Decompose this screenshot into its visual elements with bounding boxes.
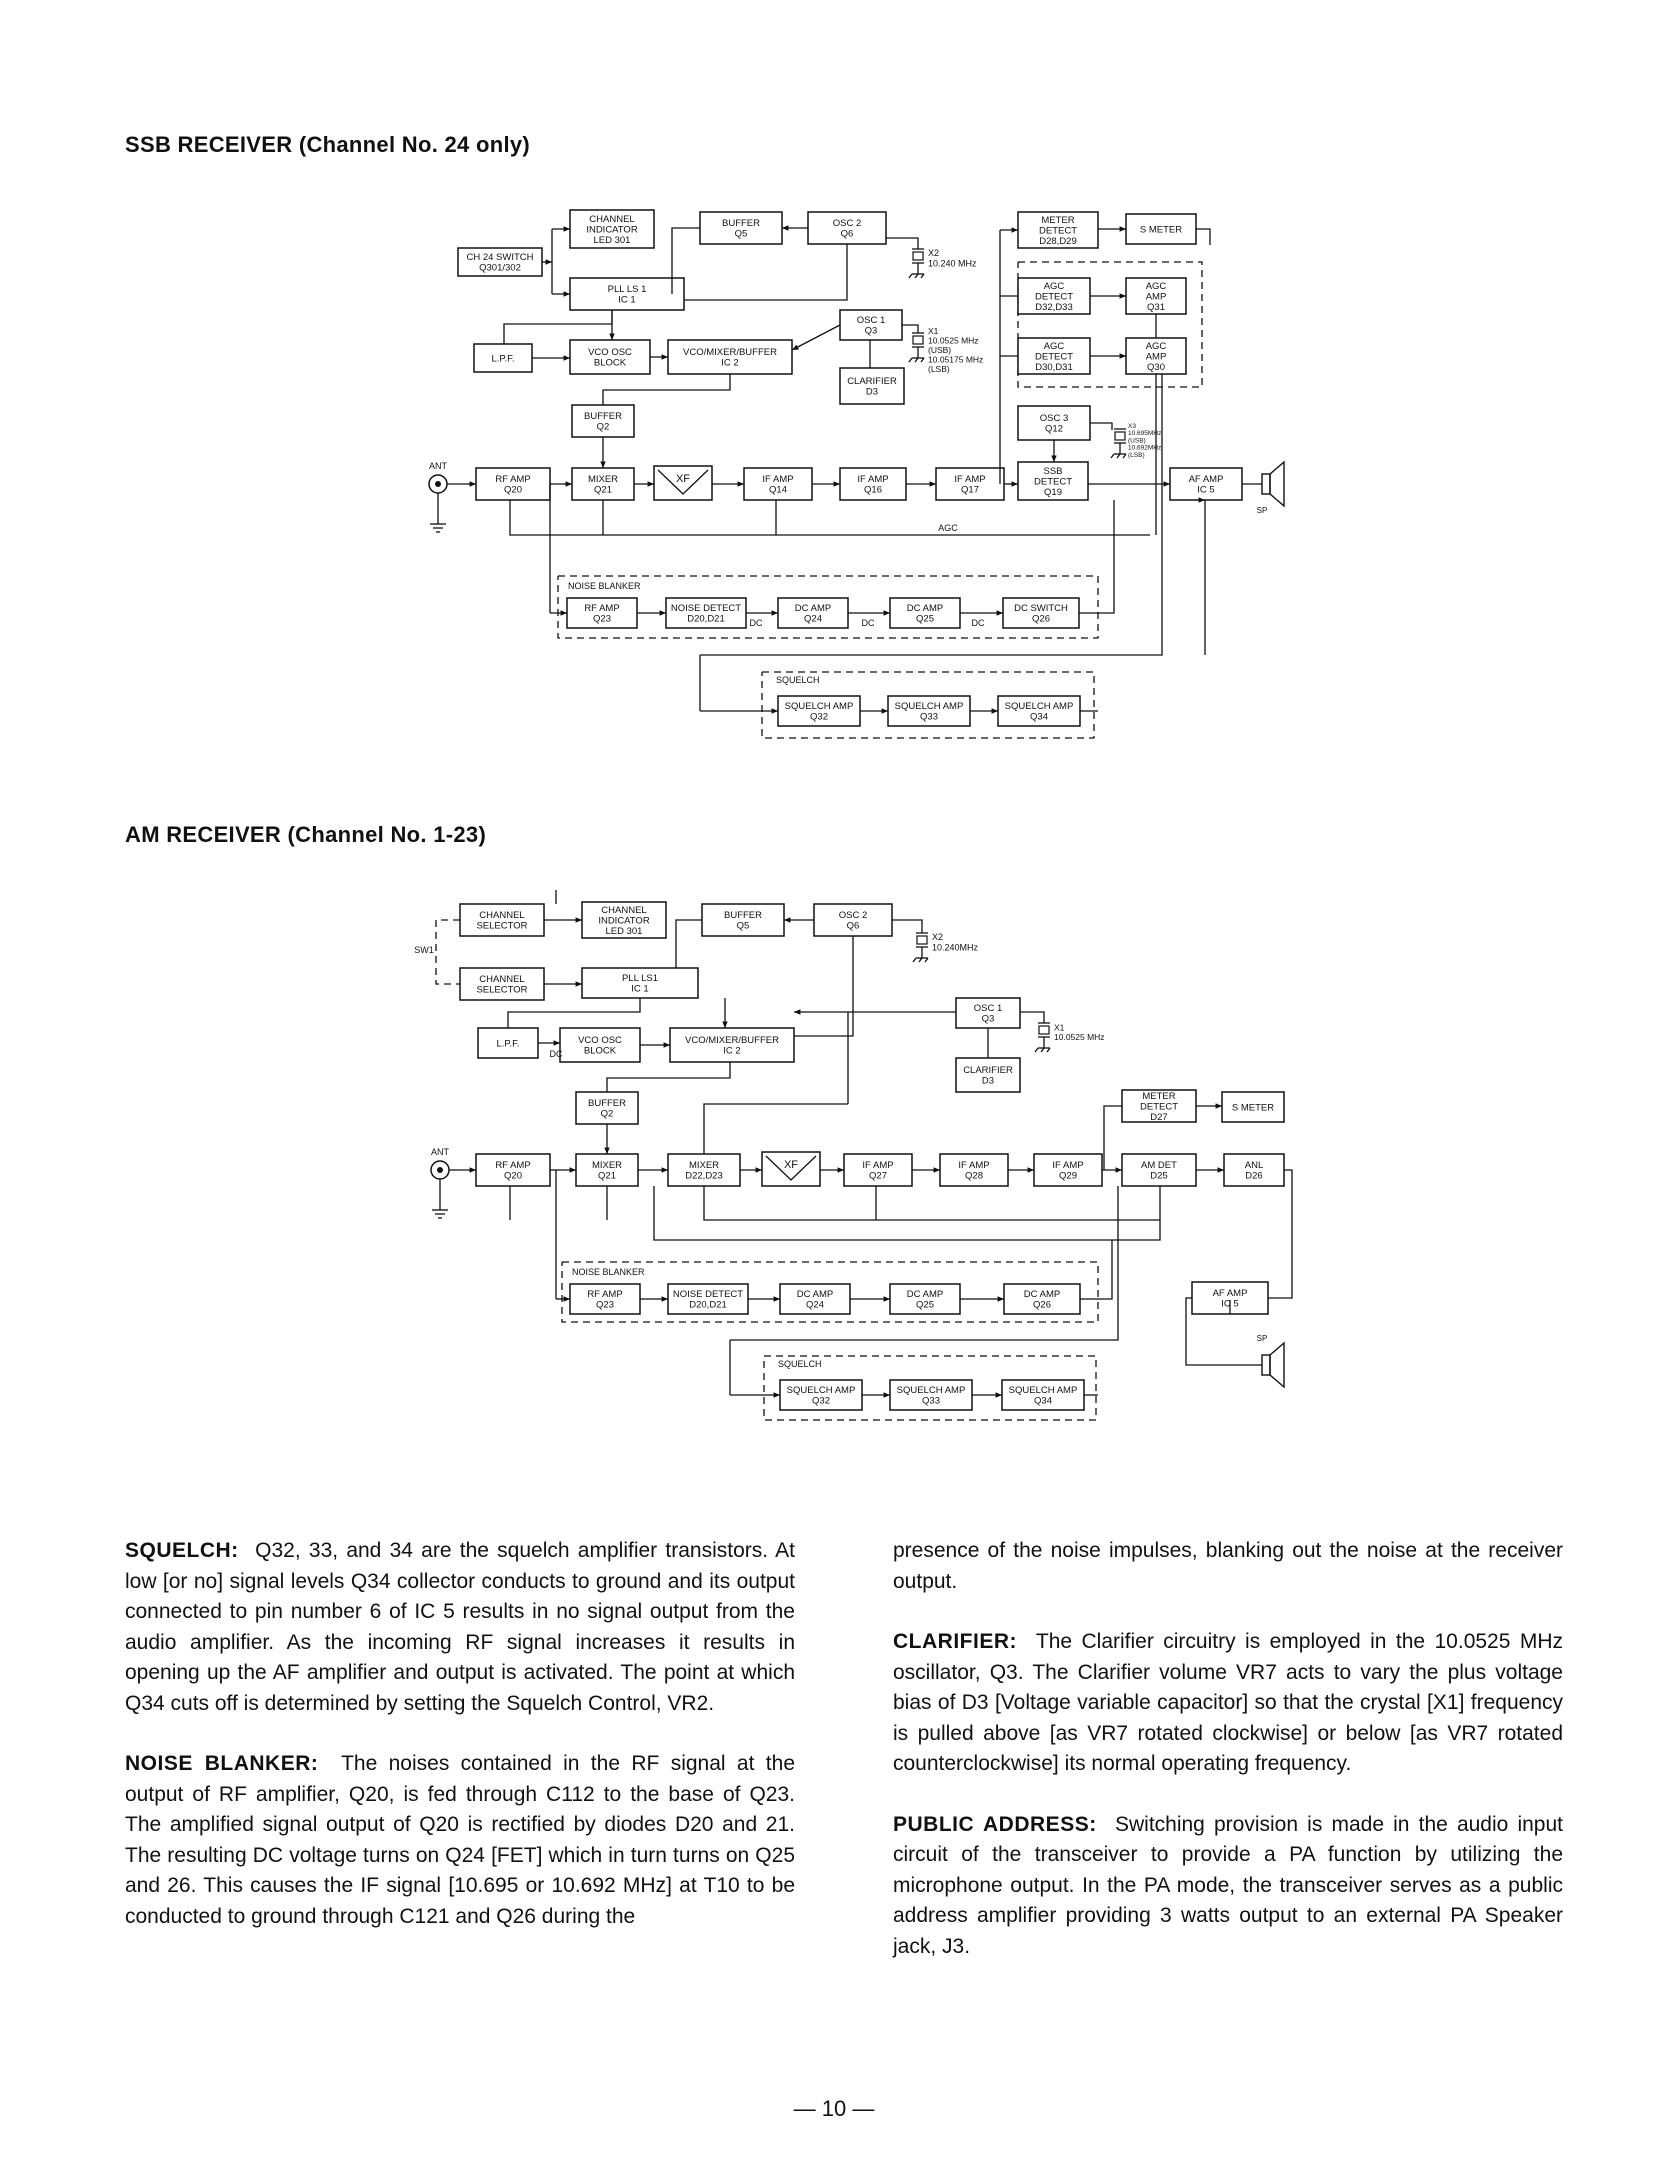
clarifier-heading: CLARIFIER: (893, 1630, 1017, 1653)
ssb-text-nbtitle-line-1: NOISE BLANKER (568, 581, 641, 592)
ssb-label-vcomix-line-2: IC 2 (721, 357, 739, 369)
am-label-nbdc24-line-1: DC AMP (796, 1289, 834, 1301)
ssb-text-dc2-line-1: DC (861, 618, 875, 629)
am-label-chind-line-1: CHANNEL (601, 904, 647, 916)
ssb-label-pll-line-1: PLL LS 1 (607, 284, 647, 296)
ssb-label-if16-line-1: IF AMP (857, 474, 889, 486)
am-label-osc2-line-2: Q6 (846, 920, 860, 932)
am-text-dc1-line-1: DC (549, 1049, 563, 1060)
am-text-sw1-line-1: SW1 (414, 945, 434, 956)
am-text-x1-line-1: X1 (1054, 1022, 1065, 1033)
ssb-label-sq33-line-1: SQUELCH AMP (894, 701, 964, 713)
ssb-label-nbrf-line-2: Q23 (593, 613, 611, 625)
ssb-label-vcomix-line-1: VCO/MIXER/BUFFER (683, 347, 777, 359)
noise-blanker-body: The noises contained in the RF signal at the output of RF amplifier, Q20, is fed through C112 to the base of Q23. The amplified signal output of Q20 is rectified by diodes D20 and 21. The resulting DC voltage turns on Q24 [FET] which in turn turns on Q25 and 26. This causes the IF signal [10.695 or 10.692 MHz] at T10 to be conducted to ground through C121 and Q26 during the (125, 1752, 795, 1928)
ssb-label-nbsw26-line-1: DC SWITCH (1014, 603, 1068, 615)
ssb-label-if17-line-1: IF AMP (954, 474, 986, 486)
ssb-label-agcamp1-line-2: AMP (1145, 291, 1167, 303)
am-label-nbdc25-line-2: Q25 (916, 1299, 934, 1311)
ssb-heading (125, 132, 530, 158)
am-label-meter-line-1: METER (1142, 1090, 1176, 1102)
am-label-sq34-line-1: SQUELCH AMP (1008, 1385, 1078, 1397)
ssb-label-afamp-line-1: AF AMP (1188, 474, 1224, 486)
ssb-label-if16-line-2: Q16 (864, 484, 882, 496)
am-text-x2-line-1: X2 (932, 932, 944, 943)
noise-blanker-paragraph (125, 1749, 795, 1932)
am-label-anl-line-1: ANL (1244, 1160, 1264, 1172)
am-label-if28-line-1: IF AMP (958, 1160, 990, 1172)
ssb-label-nbnoise-line-1: NOISE DETECT (670, 603, 742, 615)
ssb-label-clar-line-2: D3 (865, 386, 879, 398)
ssb-label-agcdet2-line-2: DETECT (1035, 351, 1073, 363)
ssb-subtitle: (Channel No. 24 only) (298, 132, 531, 157)
am-label-amdet-line-2: D25 (1150, 1170, 1168, 1182)
am-label-vcomix-line-1: VCO/MIXER/BUFFER (685, 1035, 779, 1047)
am-label-if29-line-2: Q29 (1059, 1170, 1077, 1182)
ssb-label-sq32-line-2: Q32 (810, 711, 828, 723)
ssb-label-ch24-line-2: Q301/302 (479, 262, 521, 274)
am-label-chsel2-line-1: CHANNEL (479, 974, 525, 986)
ssb-label-afamp-line-2: IC 5 (1197, 484, 1215, 496)
am-label-smeter-line-1: S METER (1231, 1102, 1275, 1114)
am-label-if29-line-1: IF AMP (1052, 1160, 1084, 1172)
am-text-sp-line-1: SP (1256, 1333, 1268, 1343)
am-label-nbdc26-line-1: DC AMP (1023, 1289, 1061, 1301)
am-label-vco-line-2: BLOCK (583, 1045, 617, 1057)
ssb-text-x2-line-1: X2 (928, 248, 940, 259)
ssb-label-osc3-line-2: Q12 (1045, 423, 1063, 435)
am-label-amdet-line-1: AM DET (1141, 1160, 1177, 1172)
am-label-nbdc25-line-1: DC AMP (906, 1289, 944, 1301)
am-label-lpf-line-1: L.P.F. (496, 1038, 520, 1050)
ssb-label-nbnoise-line-2: D20,D21 (687, 613, 725, 625)
am-label-chsel2-line-2: SELECTOR (476, 984, 528, 996)
am-label-afamp-line-1: AF AMP (1212, 1288, 1248, 1300)
am-label-xf-line-1: XF (783, 1158, 799, 1171)
ssb-label-ssbdet-line-3: Q19 (1044, 487, 1062, 499)
am-title: AM RECEIVER (125, 822, 282, 847)
am-text-nbtitle-line-1: NOISE BLANKER (572, 1267, 645, 1278)
ssb-label-buf5-line-1: BUFFER (722, 218, 760, 230)
ssb-label-agcdet1-line-2: DETECT (1035, 291, 1073, 303)
ssb-label-agcdet2-line-1: AGC (1043, 340, 1065, 352)
am-label-afamp-line-2: IC 5 (1221, 1298, 1239, 1310)
am-label-meter-line-3: D27 (1150, 1112, 1168, 1124)
public-address-paragraph (893, 1810, 1563, 1963)
ssb-text-x3-line-4: 10.692MHz (1128, 444, 1162, 452)
ssb-text-x1-line-4: 10.05175 MHz (928, 354, 984, 365)
ssb-label-buf2-line-1: BUFFER (584, 411, 622, 423)
ssb-text-x1-line-2: 10.0525 MHz (928, 335, 979, 346)
am-label-clar-line-2: D3 (981, 1075, 995, 1087)
am-label-mixer2-line-1: MIXER (688, 1160, 720, 1172)
am-label-mixer2-line-2: D22,D23 (685, 1170, 723, 1182)
ssb-text-dc3-line-1: DC (971, 618, 985, 629)
ssb-text-x2-line-2: 10.240 MHz (928, 258, 977, 269)
squelch-paragraph (125, 1536, 795, 1719)
ssb-label-osc2-line-1: OSC 2 (832, 218, 862, 230)
ssb-label-sq34-line-1: SQUELCH AMP (1004, 701, 1074, 713)
ssb-label-mixer-line-2: Q21 (594, 484, 612, 496)
am-label-osc1-line-2: Q3 (981, 1013, 995, 1025)
noise-blanker-heading: NOISE BLANKER: (125, 1752, 319, 1775)
ssb-text-x1-line-5: (LSB) (928, 364, 950, 375)
public-address-body: Switching provision is made in the audio input circuit of the transceiver to provide a PA function by utilizing the microphone output. In the PA mode, the transceiver serves as a public address amplifier providing 3 watts output to an external PA Speaker jack, J3. (893, 1812, 1563, 1958)
ssb-label-rfamp-line-2: Q20 (504, 484, 522, 496)
ssb-label-nbdc24-line-2: Q24 (804, 613, 822, 625)
ssb-label-nbsw26-line-2: Q26 (1032, 613, 1050, 625)
am-label-mixer-line-1: MIXER (591, 1160, 623, 1172)
am-label-buf2-line-1: BUFFER (588, 1098, 626, 1110)
am-label-chind-line-2: INDICATOR (598, 915, 650, 927)
am-text-ant-line-1: ANT (431, 1147, 449, 1158)
am-label-chind-line-3: LED 301 (605, 926, 643, 938)
ssb-label-vco-line-2: BLOCK (593, 357, 627, 369)
am-label-nbrf-line-2: Q23 (596, 1299, 614, 1311)
ssb-label-ssbdet-line-2: DETECT (1034, 476, 1072, 488)
ssb-label-chind-line-2: INDICATOR (586, 224, 638, 236)
am-label-rfamp-line-2: Q20 (504, 1170, 522, 1182)
am-label-chsel1-line-1: CHANNEL (479, 910, 525, 922)
am-label-clar-line-1: CLARIFIER (963, 1065, 1013, 1077)
ssb-label-agcamp2-line-2: AMP (1145, 351, 1167, 363)
public-address-heading: PUBLIC ADDRESS: (893, 1812, 1097, 1836)
ssb-label-agcdet2-line-3: D30,D31 (1035, 362, 1073, 374)
ssb-label-clar-line-1: CLARIFIER (847, 376, 897, 388)
am-label-meter-line-2: DETECT (1140, 1101, 1178, 1113)
ssb-label-sq34-line-2: Q34 (1030, 711, 1048, 723)
am-label-sq32-line-1: SQUELCH AMP (786, 1385, 856, 1397)
am-label-pll-line-1: PLL LS1 (621, 973, 659, 985)
ssb-label-osc1-line-1: OSC 1 (856, 315, 886, 327)
ssb-label-osc1-line-2: Q3 (864, 325, 878, 337)
ssb-label-if14-line-1: IF AMP (762, 474, 794, 486)
right-column (893, 1536, 1563, 1992)
am-label-sq33-line-2: Q33 (922, 1395, 940, 1407)
ssb-label-chind-line-3: LED 301 (593, 235, 631, 247)
am-label-nbnoise-line-2: D20,D21 (689, 1299, 727, 1311)
ssb-text-dc1-line-1: DC (749, 618, 763, 629)
ssb-label-pll-line-2: IC 1 (618, 294, 636, 306)
ssb-label-rfamp-line-1: RF AMP (495, 474, 531, 486)
ssb-label-sq33-line-2: Q33 (920, 711, 938, 723)
am-subtitle: (Channel No. 1-23) (287, 822, 487, 847)
ssb-label-osc3-line-1: OSC 3 (1039, 413, 1069, 425)
ssb-text-ant-line-1: ANT (429, 461, 447, 472)
ssb-text-sp-line-1: SP (1256, 505, 1268, 515)
am-label-chsel1-line-2: SELECTOR (476, 920, 528, 932)
am-label-vco-line-1: VCO OSC (578, 1035, 622, 1047)
clarifier-body: The Clarifier circuitry is employed in the 10.0525 MHz oscillator, Q3. The Clarifier volume VR7 acts to vary the plus voltage bias of D3 [Voltage variable capacitor] so that the crystal [X1] frequency is pulled above [as VR7 rotated clockwise] or below [as VR7 rotated counterclockwise] its normal operating frequency. (893, 1630, 1563, 1775)
am-label-sq32-line-2: Q32 (812, 1395, 830, 1407)
am-label-buf5-line-1: BUFFER (724, 910, 762, 922)
am-text-x1-line-2: 10.0525 MHz (1054, 1031, 1105, 1042)
ssb-label-nbrf-line-1: RF AMP (584, 603, 620, 615)
ssb-label-smeter-line-1: S METER (1139, 224, 1183, 236)
am-label-if27-line-1: IF AMP (862, 1160, 894, 1172)
ssb-title: SSB RECEIVER (125, 132, 293, 157)
am-label-nbrf-line-1: RF AMP (587, 1289, 623, 1301)
left-column (125, 1536, 795, 1962)
ssb-label-agcamp2-line-3: Q30 (1147, 362, 1165, 374)
ssb-text-x1-line-3: (USB) (928, 345, 952, 356)
ssb-block-diagram (0, 200, 1668, 760)
ssb-label-meter-line-1: METER (1041, 214, 1075, 226)
squelch-heading: SQUELCH: (125, 1539, 239, 1562)
ssb-text-agc-line-1: AGC (938, 523, 958, 534)
ssb-label-agcdet1-line-1: AGC (1043, 280, 1065, 292)
am-label-if28-line-2: Q28 (965, 1170, 983, 1182)
am-label-osc1-line-1: OSC 1 (973, 1003, 1003, 1015)
ssb-label-nbdc25-line-1: DC AMP (906, 603, 944, 615)
am-label-sq34-line-2: Q34 (1034, 1395, 1052, 1407)
am-label-nbnoise-line-1: NOISE DETECT (672, 1289, 744, 1301)
ssb-label-meter-line-2: DETECT (1039, 225, 1077, 237)
am-label-buf2-line-2: Q2 (600, 1108, 614, 1120)
ssb-label-chind-line-1: CHANNEL (589, 213, 635, 225)
ssb-label-ch24-line-1: CH 24 SWITCH (466, 252, 534, 264)
ssb-label-sq32-line-1: SQUELCH AMP (784, 701, 854, 713)
ssb-label-if17-line-2: Q17 (961, 484, 979, 496)
am-heading (125, 822, 486, 848)
ssb-label-xf-line-1: XF (675, 472, 691, 485)
ssb-label-agcdet1-line-3: D32,D33 (1035, 302, 1073, 314)
am-label-pll-line-2: IC 1 (631, 983, 649, 995)
ssb-label-buf2-line-2: Q2 (596, 421, 610, 433)
am-label-osc2-line-1: OSC 2 (838, 910, 868, 922)
squelch-body: Q32, 33, and 34 are the squelch amplifier transistors. At low [or no] signal levels Q34 collector conducts to ground and its output connected to pin number 6 of IC 5 results in no signal output from the audio amplifier. As the incoming RF signal increases it results in opening up the AF amplifier and output is activated. The point at which Q34 cuts off is determined by setting the Squelch Control, VR2. (125, 1539, 795, 1715)
am-label-vcomix-line-2: IC 2 (723, 1045, 741, 1057)
ssb-label-mixer-line-1: MIXER (587, 474, 619, 486)
ssb-label-meter-line-3: D28,D29 (1039, 236, 1077, 248)
ssb-label-agcamp2-line-1: AGC (1145, 340, 1167, 352)
am-text-x2-line-2: 10.240MHz (932, 942, 979, 953)
ssb-label-nbdc25-line-2: Q25 (916, 613, 934, 625)
ssb-label-osc2-line-2: Q6 (840, 228, 854, 240)
am-label-if27-line-2: Q27 (869, 1170, 887, 1182)
ssb-label-agcamp1-line-1: AGC (1145, 280, 1167, 292)
ssb-label-vco-line-1: VCO OSC (588, 347, 632, 359)
ssb-text-x3-line-5: (LSB) (1128, 451, 1145, 459)
ssb-label-agcamp1-line-3: Q31 (1147, 302, 1165, 314)
am-label-mixer-line-2: Q21 (598, 1170, 616, 1182)
page-number: — 10 — (793, 2096, 875, 2121)
clarifier-paragraph (893, 1627, 1563, 1780)
ssb-label-ssbdet-line-1: SSB (1043, 465, 1063, 477)
ssb-text-x3-line-2: 10.695MHz (1128, 430, 1162, 438)
am-label-sq33-line-1: SQUELCH AMP (896, 1385, 966, 1397)
am-label-anl-line-2: D26 (1245, 1170, 1263, 1182)
am-block-diagram (0, 890, 1668, 1450)
ssb-label-nbdc24-line-1: DC AMP (794, 603, 832, 615)
ssb-text-x3-line-1: X3 (1128, 422, 1136, 430)
am-label-nbdc24-line-2: Q24 (806, 1299, 824, 1311)
am-label-buf5-line-2: Q5 (736, 920, 750, 932)
am-text-sqtitle-line-1: SQUELCH (778, 1359, 822, 1370)
ssb-label-buf5-line-2: Q5 (734, 228, 748, 240)
ssb-text-x1-line-1: X1 (928, 326, 939, 337)
ssb-text-x3-line-3: (USB) (1128, 437, 1146, 445)
ssb-text-sqtitle-line-1: SQUELCH (776, 675, 820, 686)
noise-blanker-continued: presence of the noise impulses, blanking out the noise at the receiver output. (893, 1539, 1563, 1593)
am-label-nbdc26-line-2: Q26 (1033, 1299, 1051, 1311)
ssb-label-lpf-line-1: L.P.F. (491, 353, 515, 365)
am-label-rfamp-line-1: RF AMP (495, 1160, 531, 1172)
ssb-label-if14-line-2: Q14 (769, 484, 787, 496)
